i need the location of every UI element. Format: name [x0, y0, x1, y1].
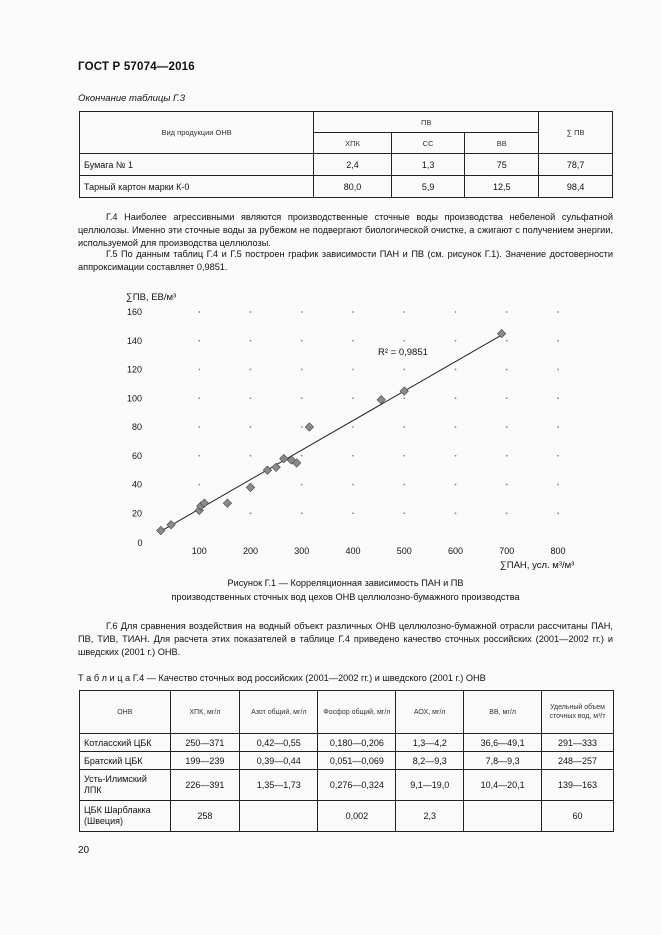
grid-dot	[352, 426, 354, 428]
grid-dot	[557, 455, 559, 457]
grid-dot	[403, 397, 405, 399]
table-row	[80, 801, 614, 832]
table-caption: Окончание таблицы Г.3	[78, 93, 186, 104]
table-cell: 12,5	[465, 176, 539, 198]
table-cell: 258	[170, 801, 240, 832]
grid-dot	[198, 340, 200, 342]
table-header-cell: ВВ, мг/л	[464, 691, 542, 734]
data-point	[246, 483, 254, 491]
grid-dot	[403, 369, 405, 371]
grid-dot	[455, 512, 457, 514]
correlation-chart	[108, 288, 578, 576]
grid-dot	[301, 311, 303, 313]
table-cell: 1,35—1,73	[240, 770, 318, 801]
data-point	[305, 423, 313, 431]
table-cell: 0,42—0,55	[240, 734, 318, 752]
table-cell: 78,7	[539, 154, 613, 176]
table-cell: 248—257	[542, 752, 614, 770]
figure-caption-line1: Рисунок Г.1 — Корреляционная зависимость ПАН и ПВ	[227, 578, 464, 588]
grid-dot	[557, 311, 559, 313]
x-tick-label: 400	[345, 546, 361, 556]
r-squared-annotation: R² = 0,9851	[378, 347, 428, 358]
table-cell: 250—371	[170, 734, 240, 752]
grid-dot	[198, 455, 200, 457]
grid-dot	[403, 426, 405, 428]
table-header-cell: СС	[391, 133, 465, 154]
table-cell: 0,051—0,069	[318, 752, 396, 770]
table-row	[80, 734, 614, 752]
x-tick-label: 0	[137, 538, 143, 548]
y-tick-label: 100	[126, 393, 142, 404]
paragraph-g5: Г.5 По данным таблиц Г.4 и Г.5 построен график зависимости ПАН и ПВ (см. рисунок Г.1). Значение достоверности аппроксимации составляет 0,9851.	[78, 249, 613, 272]
grid-dot	[455, 426, 457, 428]
table-header-cell: ХПК, мг/л	[170, 691, 240, 734]
data-point	[263, 466, 271, 474]
page-number: 20	[78, 845, 90, 856]
y-tick-label: 80	[131, 422, 142, 432]
table-cell: 0,180—0,206	[318, 734, 396, 752]
grid-dot	[198, 311, 200, 313]
grid-dot	[198, 484, 200, 486]
y-tick-label: 40	[131, 479, 142, 490]
table-cell: 2,3	[396, 801, 464, 832]
grid-dot	[352, 397, 354, 399]
table-row	[80, 154, 613, 176]
table-cell: 0,39—0,44	[240, 752, 318, 770]
grid-dot	[403, 340, 405, 342]
grid-dot	[455, 311, 457, 313]
grid-dot	[198, 426, 200, 428]
grid-dot	[250, 397, 252, 399]
x-tick-label: 200	[242, 546, 259, 556]
grid-dot	[557, 512, 559, 514]
grid-dot	[301, 484, 303, 486]
table-header-cell: Азот общий, мг/л	[240, 691, 318, 734]
data-point	[157, 526, 165, 534]
table-cell: 139—163	[542, 770, 614, 801]
table-cell: 199—239	[170, 752, 240, 770]
table-header-cell: ПВ	[314, 112, 539, 133]
grid-dot	[301, 455, 303, 457]
x-axis-label: ∑ПАН, усл. м³/м³	[500, 560, 575, 571]
x-tick-label: 700	[499, 546, 515, 556]
table-cell: 75	[465, 154, 539, 176]
table-cell: Братский ЦБК	[80, 752, 171, 770]
grid-dot	[455, 455, 457, 457]
grid-dot	[455, 397, 457, 399]
table-g4	[79, 690, 614, 832]
grid-dot	[506, 397, 508, 399]
table-header-cell: Удельный объем сточных вод, м³/т	[542, 691, 614, 734]
grid-dot	[506, 426, 508, 428]
grid-dot	[301, 426, 303, 428]
grid-dot	[250, 340, 252, 342]
y-tick-label: 160	[126, 307, 142, 317]
grid-dot	[198, 397, 200, 399]
table-cell: 0,276—0,324	[318, 770, 396, 801]
table-row	[80, 752, 614, 770]
table-cell: 226—391	[170, 770, 240, 801]
document-header: ГОСТ Р 57074—2016	[78, 61, 195, 73]
table-header-cell: ∑ ПВ	[539, 112, 613, 154]
grid-dot	[506, 512, 508, 514]
grid-dot	[506, 455, 508, 457]
grid-dot	[557, 426, 559, 428]
table-cell: Тарный картон марки К-0	[80, 176, 314, 198]
table-header-cell: АОХ, мг/л	[396, 691, 464, 734]
table-cell: 1,3	[391, 154, 465, 176]
grid-dot	[352, 512, 354, 514]
x-tick-label: 100	[191, 546, 207, 556]
grid-dot	[352, 311, 354, 313]
data-point	[272, 463, 280, 471]
x-tick-label: 600	[447, 546, 464, 556]
table-cell: 80,0	[314, 176, 392, 198]
y-tick-label: 20	[131, 508, 142, 519]
table-cell: ЦБК Шарблакка (Швеция)	[80, 801, 171, 832]
grid-dot	[506, 311, 508, 313]
grid-dot	[455, 484, 457, 486]
grid-dot	[403, 484, 405, 486]
y-tick-label: 60	[131, 450, 142, 461]
grid-dot	[250, 455, 252, 457]
table-cell: 60	[542, 801, 614, 832]
grid-dot	[352, 455, 354, 457]
paragraph-g6: Г.6 Для сравнения воздействия на водный объект различных ОНВ целлюлозно-бумажной отрасли рассчитаны ПАН, ПВ, ТИВ, ТИАН. Для расчета этих показателей в таблице Г.4 приведено качество сточных российских (2001—2002 гг.) и шведских (2001 г.) ОНВ.	[78, 621, 613, 657]
grid-dot	[557, 484, 559, 486]
trendline	[158, 334, 504, 533]
table-header-cell: ВВ	[465, 133, 539, 154]
table-g4-title: Т а б л и ц а Г.4 — Качество сточных вод российских (2001—2002 гг.) и шведского (2001 г.) ОНВ	[78, 673, 486, 683]
grid-dot	[557, 340, 559, 342]
grid-dot	[403, 455, 405, 457]
grid-dot	[403, 512, 405, 514]
table-row	[80, 770, 614, 801]
x-tick-label: 300	[294, 546, 310, 556]
table-cell: Котласский ЦБК	[80, 734, 171, 752]
table-cell: 8,2—9,3	[396, 752, 464, 770]
y-tick-label: 140	[126, 335, 142, 346]
grid-dot	[301, 340, 303, 342]
table-cell: 98,4	[539, 176, 613, 198]
grid-dot	[352, 340, 354, 342]
table-g3	[79, 111, 613, 198]
grid-dot	[250, 369, 252, 371]
data-point	[400, 387, 408, 395]
grid-dot	[352, 484, 354, 486]
grid-dot	[455, 340, 457, 342]
paragraph-g4: Г.4 Наиболее агрессивными являются производственные сточные воды производства небеленой сульфатной целлюлозы. Именно эти сточные воды за рубежом не подвергают биологической очистке, а сжигают с получением энергии, используемой для производства целлюлозы.	[78, 212, 613, 248]
grid-dot	[506, 340, 508, 342]
table-header-cell: ОНВ	[80, 691, 171, 734]
grid-dot	[557, 397, 559, 399]
y-tick-label: 120	[126, 364, 142, 375]
data-point	[223, 499, 231, 507]
table-cell: 291—333	[542, 734, 614, 752]
grid-dot	[250, 426, 252, 428]
table-cell: 10,4—20,1	[464, 770, 542, 801]
grid-dot	[352, 369, 354, 371]
table-cell	[464, 801, 542, 832]
grid-dot	[301, 512, 303, 514]
grid-dot	[557, 369, 559, 371]
table-header-cell: ХПК	[314, 133, 392, 154]
grid-dot	[455, 369, 457, 371]
grid-dot	[506, 484, 508, 486]
data-point	[167, 521, 175, 529]
x-tick-label: 500	[396, 546, 412, 556]
table-cell: 36,6—49,1	[464, 734, 542, 752]
table-cell: 7,8—9,3	[464, 752, 542, 770]
table-cell: 1,3—4,2	[396, 734, 464, 752]
grid-dot	[506, 369, 508, 371]
table-cell: 9,1—19,0	[396, 770, 464, 801]
table-cell: 5,9	[391, 176, 465, 198]
table-cell	[240, 801, 318, 832]
table-cell: 0,002	[318, 801, 396, 832]
table-cell: 2,4	[314, 154, 392, 176]
grid-dot	[250, 311, 252, 313]
grid-dot	[198, 369, 200, 371]
table-header-cell: Вид продукции ОНВ	[80, 112, 314, 154]
grid-dot	[403, 311, 405, 313]
x-tick-label: 800	[550, 546, 566, 556]
table-cell: Бумага № 1	[80, 154, 314, 176]
table-header-cell: Фосфор общий, мг/л	[318, 691, 396, 734]
grid-dot	[301, 397, 303, 399]
figure-caption-line2: производственных сточных вод цехов ОНВ целлюлозно-бумажного производства	[171, 592, 520, 602]
table-cell: Усть-Илимский ЛПК	[80, 770, 171, 801]
grid-dot	[301, 369, 303, 371]
table-row	[80, 176, 613, 198]
grid-dot	[250, 512, 252, 514]
y-axis-label: ∑ПВ, ЕВ/м³	[126, 292, 177, 303]
